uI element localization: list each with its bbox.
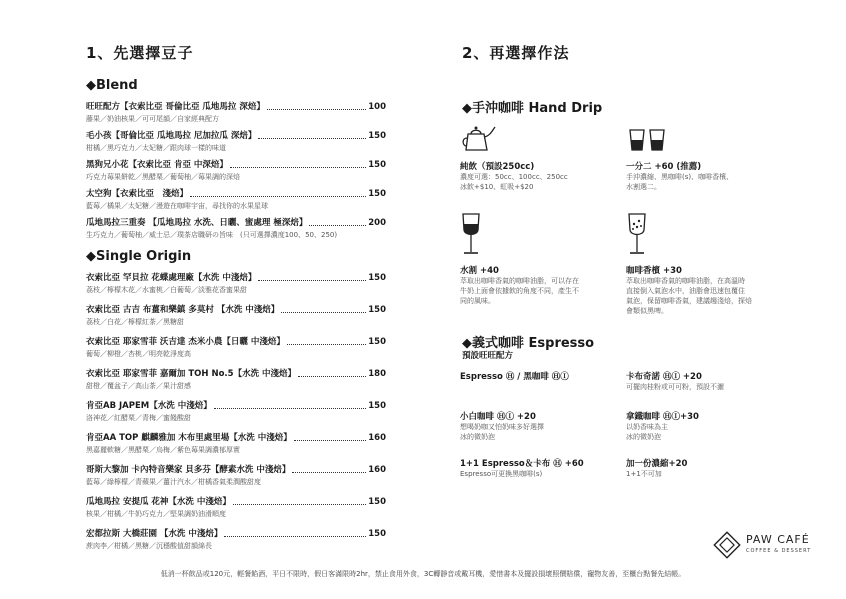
bean-flavor-notes: 生巧克力／葡萄柚／威士忌／璞茶店職研の旨味 (只可選擇濃度100、50、250) (86, 231, 338, 239)
dot-leader (190, 195, 366, 197)
dot-leader (233, 503, 366, 505)
bean-name: 肯亞AB JAPEM【水洗 中淺焙】 (86, 401, 212, 411)
champagne-name: 咖啡香檳 +30 (626, 266, 682, 276)
logo-name: PAW CAFÉ (746, 533, 810, 546)
bean-name: 黑狗兄小花【衣索比亞 肯亞 中深焙】 (86, 160, 228, 170)
dot-leader (281, 311, 366, 313)
footer-note: 低消一杯飲品或120元，輕餐餡酒，平日不限時，假日客滿限時2hr，禁止食用外食，3C轉靜音或戴耳機，愛惜書本及擺設損壞照價賠償，寵物友善，至櫃台點餐先結帳。 (160, 570, 686, 578)
bean-price: 100 (368, 102, 386, 112)
latte-desc-2: 冰的微奶泡 (626, 433, 661, 441)
menu-item (86, 303, 386, 327)
bean-price: 150 (368, 529, 386, 539)
bean-price: 160 (368, 465, 386, 475)
dot-leader (287, 343, 366, 345)
dot-leader (230, 166, 366, 168)
hand-drip-title: ◆手沖咖啡 Hand Drip (462, 101, 603, 116)
bean-flavor-notes: 核果／柑橘／牛奶巧克力／堅果調奶油滑順度 (86, 510, 226, 518)
menu-item (86, 431, 386, 455)
logo-tagline: COFFEE & DESSERT (746, 548, 812, 554)
menu-item (86, 187, 386, 211)
dot-leader (309, 224, 366, 226)
bean-name: 太空狗【衣索比亞 淺焙】 (86, 189, 189, 199)
dot-leader (258, 137, 366, 139)
bean-flavor-notes: 甜橙／覆盆子／高山茶／果汁甜感 (86, 382, 191, 390)
bean-flavor-notes: 藍莓／綠檸檬／青蘋果／薑汁汽水／柑橘香氣柔潤酸甜度 (86, 478, 261, 486)
bean-name: 哥斯大黎加 卡內特音樂家 貝多芬【酵素水洗 中淺焙】 (86, 465, 291, 475)
wine-glass-icon (460, 212, 482, 258)
bean-flavor-notes: 蔗肉李／柑橘／黑糖／沉穩酸值甜韻綿長 (86, 542, 212, 550)
dot-leader (292, 471, 366, 473)
dot-leader (298, 375, 366, 377)
kettle-icon (460, 122, 496, 154)
split-name: 一分二 +60 (推薦) (626, 162, 702, 172)
bean-flavor-notes: 葡萄／柳橙／杏桃／明亮乾淨度高 (86, 350, 191, 358)
bean-price: 150 (368, 189, 386, 199)
bean-price: 160 (368, 433, 386, 443)
menu-item (86, 367, 386, 391)
menu-item (86, 399, 386, 423)
menu-item (86, 527, 386, 551)
pure-drink-name: 純飲（預設250cc) (460, 162, 535, 172)
split-desc-2: 水割選二。 (626, 183, 661, 191)
pure-drink-desc-1: 濃度可選：50cc、100cc、250cc (460, 173, 568, 181)
bean-price: 150 (368, 401, 386, 411)
bean-name: 肯亞AA TOP 麒麟雅加 木布里處里場【水洗 中淺焙】 (86, 433, 292, 443)
latte-desc: 以奶香味為主 (626, 423, 668, 431)
bean-name: 毛小孩【哥倫比亞 瓜地馬拉 尼加拉瓜 深焙】 (86, 131, 257, 141)
mizuwari-name: 水割 +40 (460, 266, 499, 276)
cappuccino-desc: 可擺肉桂粉或可可粉，預設不灑 (626, 383, 724, 391)
champagne-desc-2: 直接倒入氣泡水中，油脂會迅速包覆住 (626, 287, 745, 295)
menu-item (86, 463, 386, 487)
bean-price: 150 (368, 305, 386, 315)
dot-leader (214, 407, 367, 409)
left-heading: 1、先選擇豆子 (86, 44, 194, 62)
bean-flavor-notes: 藍莓／橘果／太妃糖／漫遊在咖啡宇宙，尋找你的水果星球 (86, 202, 268, 210)
latte-item: 拿鐵咖啡 ⒽⒾ+30 (626, 412, 699, 422)
mizuwari-desc-2: 牛奶上面會依據飲的角度不同，產生不 (460, 287, 579, 295)
extra-shot-desc: 1+1不可加 (626, 470, 662, 478)
bean-flavor-notes: 黑嘉麗軟糖／黑醋栗／烏梅／紫色莓果調濃郁厚實 (86, 446, 240, 454)
champagne-desc-3: 氣泡，保留咖啡香氣，建議趨淺焙，探焙 (626, 297, 752, 305)
bean-name: 旺旺配方【衣索比亞 哥倫比亞 瓜地馬拉 深焙】 (86, 102, 265, 112)
extra-shot-item: 加一份濃縮+20 (626, 459, 688, 469)
mizuwari-desc-1: 萃取出咖啡香氣的咖啡油脂，可以存在 (460, 277, 579, 285)
menu-item (86, 271, 386, 295)
two-cups-icon (626, 122, 670, 154)
blend-title: ◆Blend (86, 78, 138, 93)
combo-desc: Espresso可更換黑咖啡(s) (460, 470, 543, 478)
bean-name: 瓜地馬拉三重奏 【瓜地馬拉 水洗、日曬、蜜處理 極深焙】 (86, 218, 308, 228)
split-desc-1: 手沖濃縮、黑咖啡(s)、咖啡香檳、 (626, 173, 734, 181)
champagne-desc-1: 萃取出咖啡香氣的咖啡油脂，在高溫時 (626, 277, 745, 285)
flat-white-item: 小白咖啡 ⒽⒾ +20 (460, 412, 536, 422)
champagne-glass-icon (626, 212, 648, 258)
dot-leader (294, 439, 367, 441)
single-origin-title: ◆Single Origin (86, 249, 192, 264)
bean-flavor-notes: 荔枝／檸檬木花／水蜜桃／白葡萄／淡雅花香蜜果甜 (86, 286, 247, 294)
pure-drink-desc-2: 冰飲+$10、虹吸+$20 (460, 183, 534, 191)
menu-item (86, 158, 386, 182)
bean-price: 150 (368, 131, 386, 141)
dot-leader (258, 279, 366, 281)
bean-flavor-notes: 洛神花／紅醋栗／青梅／蜜餞酸甜 (86, 414, 191, 422)
paw-cafe-logo-icon (712, 530, 742, 560)
flat-white-desc-2: 冰的微奶泡 (460, 433, 495, 441)
right-heading: 2、再選擇作法 (462, 44, 570, 62)
bean-name: 瓜地馬拉 安提瓜 花神【水洗 中淺焙】 (86, 497, 231, 507)
bean-price: 150 (368, 273, 386, 283)
menu-item (86, 495, 386, 519)
dot-leader (224, 535, 366, 537)
champagne-desc-4: 會類似黑啤。 (626, 307, 668, 315)
bean-name: 衣索比亞 耶家雪菲 沃吉達 杰米小農【日曬 中淺焙】 (86, 337, 285, 347)
bean-flavor-notes: 柑橘／黑巧克力／太妃糖／跟肉球一樣的味道 (86, 144, 226, 152)
combo-item: 1+1 Espresso＆卡布 Ⓗ +60 (460, 459, 584, 469)
bean-flavor-notes: 荔枝／白花／檸檬紅茶／黑糖甜 (86, 318, 184, 326)
bean-price: 200 (368, 218, 386, 228)
bean-name: 衣索比亞 罕貝拉 花蝶處理廠【水洗 中淺焙】 (86, 273, 257, 283)
flat-white-desc: 想喝奶咖又怕奶味多好選擇 (460, 423, 544, 431)
espresso-subtitle: 預設旺旺配方 (462, 351, 514, 361)
bean-flavor-notes: 巧克力莓果餅乾／黑醋栗／葡萄柚／莓果調的深焙 (86, 173, 240, 181)
bean-name: 衣索比亞 耶家雪菲 嘉爾加 TOH No.5【水洗 中淺焙】 (86, 369, 297, 379)
cappuccino-item: 卡布奇諾 ⒽⒾ +20 (626, 372, 702, 382)
bean-price: 180 (368, 369, 386, 379)
mizuwari-desc-3: 同的風味。 (460, 297, 495, 305)
menu-item (86, 129, 386, 153)
bean-price: 150 (368, 337, 386, 347)
menu-item (86, 216, 386, 240)
dot-leader (267, 108, 366, 110)
bean-price: 150 (368, 497, 386, 507)
menu-item (86, 335, 386, 359)
espresso-item: Espresso Ⓗ / 黑咖啡 ⒽⒾ (460, 372, 569, 382)
bean-name: 衣索比亞 古吉 布薑和樂鎮 多莫村 【水洗 中淺焙】 (86, 305, 280, 315)
bean-flavor-notes: 藤果／奶油核果／可可尾韻／自家經典配方 (86, 115, 219, 123)
menu-item (86, 100, 386, 124)
bean-name: 宏都拉斯 大橋莊園 【水洗 中淺焙】 (86, 529, 223, 539)
bean-price: 150 (368, 160, 386, 170)
espresso-title: ◆義式咖啡 Espresso (462, 336, 595, 351)
